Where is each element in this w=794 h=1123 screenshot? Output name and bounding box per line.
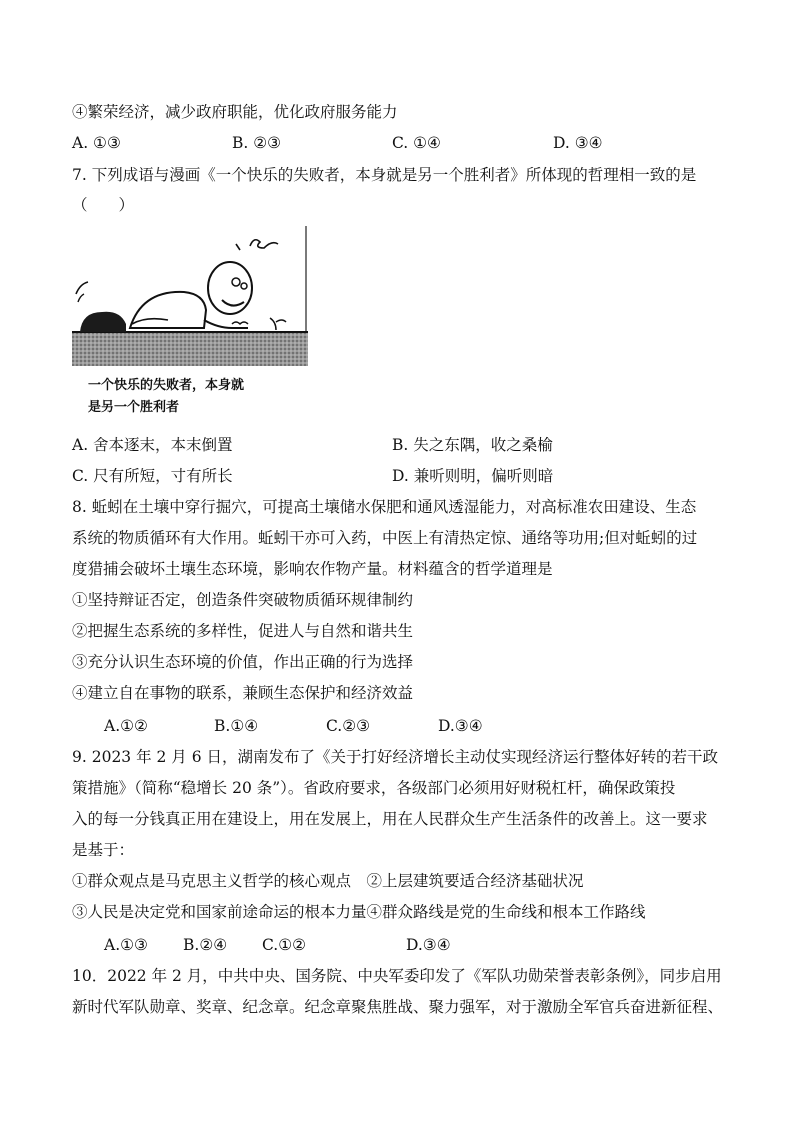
q10-stem-line1: 10．2022 年 2 月，中共中央、国务院、中央军委印发了《军队功勋荣誉表彰条例》，同步启用 <box>72 967 722 985</box>
q8-stem-line2: 系统的物质循环有大作用。蚯蚓干亦可入药，中医上有清热定惊、通络等功用;但对蚯蚓的过 <box>72 529 698 547</box>
q8-stem-line3: 度猎捕会破坏土壤生态环境，影响农作物产量。材料蕴含的哲学道理是 <box>72 560 553 578</box>
q6-option-c: C. ①④ <box>392 134 441 152</box>
q9-items-line2: ③人民是决定党和国家前途命运的根本力量④群众路线是党的生命线和根本工作路线 <box>72 903 646 921</box>
q9-stem-line1: 9. 2023 年 2 月 6 日，湖南发布了《关于打好经济增长主动仗实现经济运行整体好转的若干政 <box>72 748 719 766</box>
q9-stem-line3: 入的每一分钱真正用在建设上，用在发展上，用在人民群众生产生活条件的改善上。这一要求 <box>72 810 708 828</box>
q9-stem-line4: 是基于： <box>72 841 135 859</box>
q9-option-b: B.②④ <box>183 936 228 954</box>
q6-option-d: D. ③④ <box>553 134 603 152</box>
q8-item-1: ①坚持辩证否定，创造条件突破物质循环规律制约 <box>72 591 414 609</box>
q7-option-b: B. 失之东隅，收之桑榆 <box>392 436 553 454</box>
q10-stem-line2: 新时代军队勋章、奖章、纪念章。纪念章聚焦胜战、聚力强军，对于激励全军官兵奋进新征程、 <box>72 998 724 1016</box>
q8-item-3: ③充分认识生态环境的价值，作出正确的行为选择 <box>72 653 414 671</box>
q8-option-c: C.②③ <box>326 717 371 735</box>
q8-stem-line1: 8. 蚯蚓在土壤中穿行掘穴，可提高土壤储水保肥和通风透湿能力，对高标准农田建设、生态 <box>72 498 697 516</box>
cartoon-illustration <box>72 224 308 372</box>
q9-items-line1: ①群众观点是马克思主义哲学的核心观点 ②上层建筑要适合经济基础状况 <box>72 872 584 890</box>
q7-stem-line2: （ ） <box>72 196 135 214</box>
q9-option-a: A.①③ <box>104 936 148 954</box>
q6-item-4: ④繁荣经济，减少政府职能，优化政府服务能力 <box>72 103 398 121</box>
q7-option-c: C. 尺有所短，寸有所长 <box>72 467 233 485</box>
q8-option-b: B.①④ <box>214 717 259 735</box>
q7-stem-line1: 7. 下列成语与漫画《一个快乐的失败者，本身就是另一个胜利者》所体现的哲理相一致的是 <box>72 166 697 184</box>
q7-option-d: D. 兼听则明，偏听则暗 <box>392 467 554 485</box>
q9-option-d: D.③④ <box>406 936 451 954</box>
cartoon-caption-line1: 一个快乐的失败者，本身就 <box>88 378 245 393</box>
q9-stem-line2: 策措施》（简称“稳增长 20 条”）。省政府要求，各级部门必须用好财税杠杆，确保政策投 <box>72 779 676 797</box>
q8-item-2: ②把握生态系统的多样性，促进人与自然和谐共生 <box>72 622 414 640</box>
q8-item-4: ④建立自在事物的联系，兼顾生态保护和经济效益 <box>72 684 414 702</box>
q9-option-c: C.①② <box>262 936 307 954</box>
q8-option-a: A.①② <box>104 717 148 735</box>
q7-option-a: A. 舍本逐末，本末倒置 <box>72 436 233 454</box>
q8-option-d: D.③④ <box>438 717 483 735</box>
q6-option-a: A. ①③ <box>72 134 121 152</box>
cartoon-caption-line2: 是另一个胜利者 <box>88 400 180 415</box>
q6-option-b: B. ②③ <box>232 134 282 152</box>
